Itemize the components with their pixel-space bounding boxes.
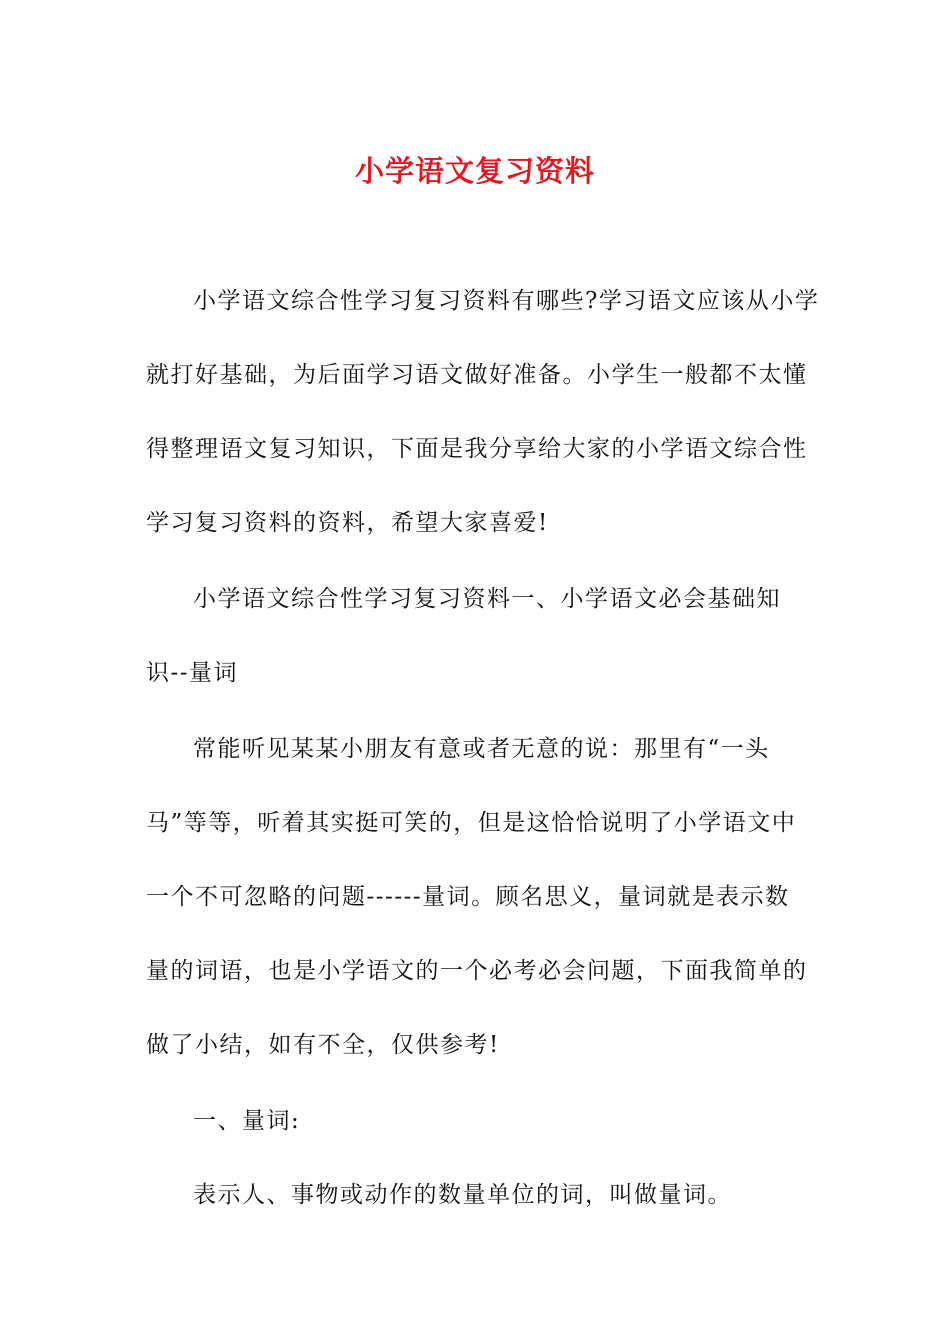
paragraph-3-line-4: 量的词语，也是小学语文的一个必考必会问题，下面我简单的 [146,958,808,984]
definition-line: 表示人、事物或动作的数量单位的词，叫做量词。 [193,1182,732,1208]
paragraph-1-line-1: 小学语文综合性学习复习资料有哪些?学习语文应该从小学 [193,288,820,314]
paragraph-1-line-4: 学习复习资料的资料，希望大家喜爱! [146,510,549,536]
paragraph-2-line-2: 识--量词 [146,660,239,686]
paragraph-3-line-2: 马”等等，听着其实挺可笑的，但是这恰恰说明了小学语文中 [146,810,797,836]
paragraph-3-line-1: 常能听见某某小朋友有意或者无意的说：那里有“一头 [193,736,770,762]
paragraph-1-line-2: 就打好基础，为后面学习语文做好准备。小学生一般都不太懂 [146,362,808,388]
section-heading: 一、量词: [193,1108,301,1134]
document-title: 小学语文复习资料 [354,154,595,188]
paragraph-3-line-5: 做了小结，如有不全，仅供参考! [146,1032,500,1058]
paragraph-2-line-1: 小学语文综合性学习复习资料一、小学语文必会基础知 [193,586,781,612]
paragraph-1-line-3: 得整理语文复习知识，下面是我分享给大家的小学语文综合性 [146,436,808,462]
paragraph-3-line-3: 一个不可忽略的问题------量词。顾名思义，量词就是表示数 [146,884,790,910]
